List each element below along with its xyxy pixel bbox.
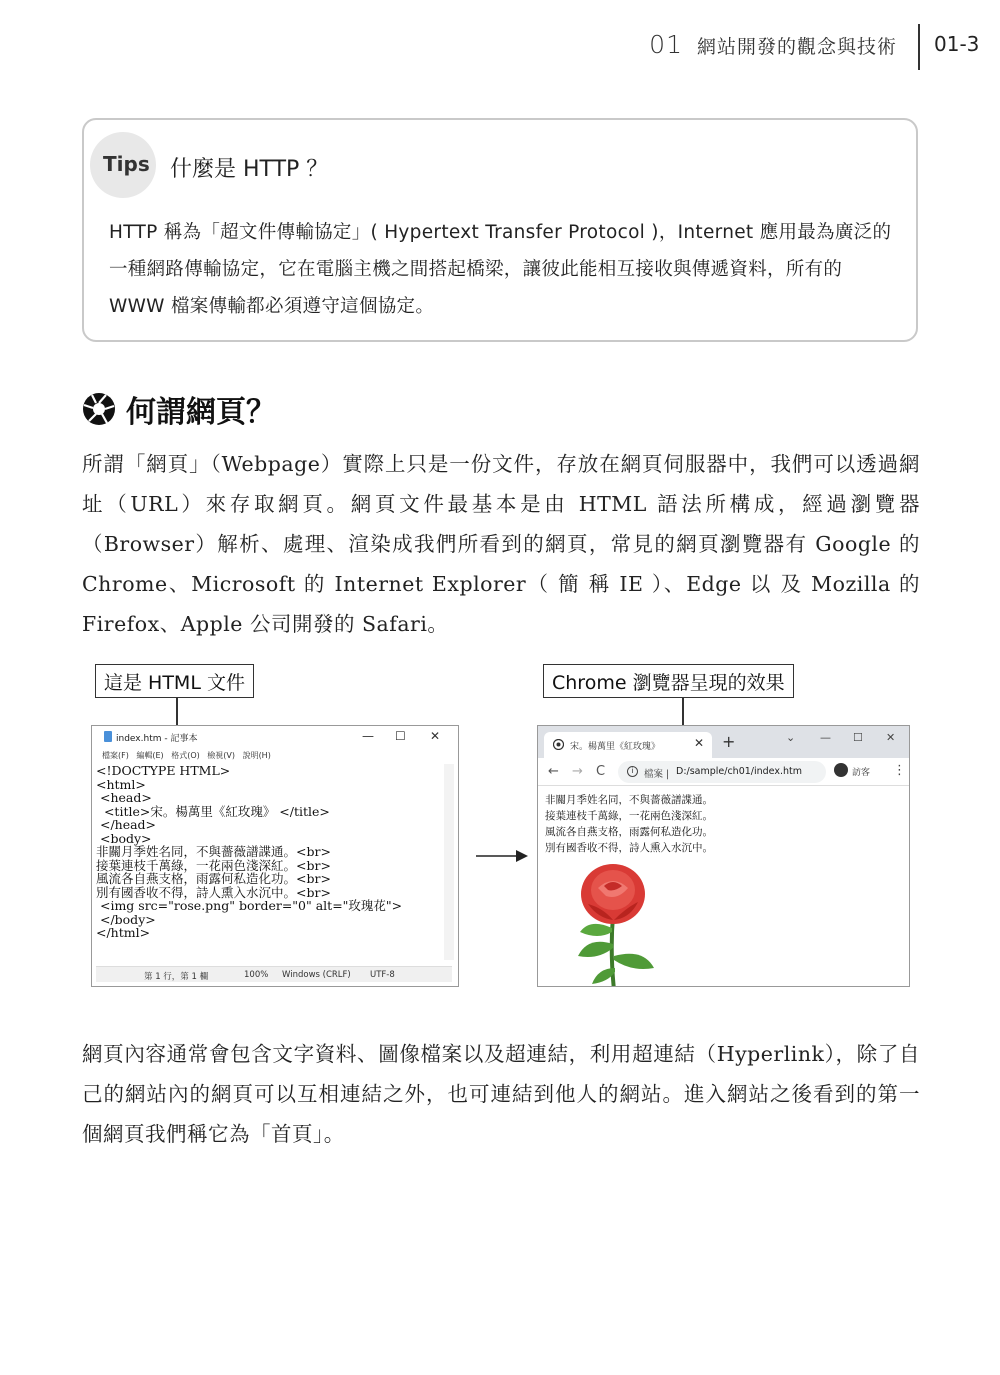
- chrome-tabbar: [538, 726, 909, 758]
- status-line-ending: Windows (CRLF): [282, 970, 351, 980]
- close-button[interactable]: ✕: [430, 729, 441, 743]
- notepad-code[interactable]: <!DOCTYPE HTML> <html> <head> <title>宋。楊萬里《紅玫瑰》 </title> </head> <body> 非關月季姓名同，不與薔薇譜諜通。<br> 接葉連枝千萬綠，一花兩色淺深紅。<br> 風流各自燕支格，雨露何私造化功。<br> 別有國香收不得，詩人熏入水沉中。<br> <img src="rose.png" border="0" alt="玫瑰花"> </body> </html>: [96, 763, 403, 940]
- notepad-titlebar: [92, 726, 458, 748]
- page-content-text: 非關月季姓名同，不與薔薇譜諜通。 接葉連枝千萬綠，一花兩色淺深紅。 風流各自燕支格，雨露何私造化功。 別有國香收不得，詩人熏入水沉中。: [545, 794, 713, 854]
- chapter-number: 01: [649, 30, 683, 59]
- minimize-button[interactable]: —: [820, 731, 831, 744]
- header-divider: [918, 24, 920, 70]
- tab-search-icon[interactable]: ⌄: [786, 731, 796, 744]
- notepad-menubar[interactable]: 檔案(F) 編輯(E) 格式(O) 檢視(V) 說明(H): [102, 751, 271, 760]
- status-zoom: 100%: [244, 970, 269, 980]
- running-header: [0, 24, 1000, 68]
- rose-image: [558, 856, 668, 987]
- notepad-icon: [104, 731, 112, 742]
- arrow-right-icon: [476, 848, 528, 864]
- chrome-toolbar: [538, 758, 909, 786]
- forward-button[interactable]: →: [572, 764, 583, 779]
- info-icon[interactable]: i: [627, 766, 638, 777]
- back-button[interactable]: ←: [548, 764, 559, 779]
- body-paragraph-2: 網頁內容通常會包含文字資料、圖像檔案以及超連結，利用超連結（Hyperlink），除了自己的網站內的網頁可以互相連結之外，也可連結到他人的網站。進入網站之後看到的第一個網頁我們稱它為「首頁」。: [82, 1042, 920, 1146]
- security-label: 檔案 |: [644, 769, 670, 780]
- chapter-title: 網站開發的觀念與技術: [696, 36, 897, 58]
- status-encoding: UTF-8: [370, 970, 395, 980]
- maximize-button[interactable]: ☐: [853, 731, 863, 744]
- aperture-icon: [82, 392, 116, 426]
- body-paragraph-1: 所謂「網頁」（Webpage）實際上只是一份文件，存放在網頁伺服器中，我們可以透過網址（URL）來存取網頁。網頁文件最基本是由 HTML 語法所構成，經過瀏覽器（Browser）解析、處理、渲染成我們所看到的網頁，常見的網頁瀏覽器有 Google 的 Chrome、Microsoft 的 Internet Explorer（ 簡 稱 IE ）、Edge 以 及 Mozilla 的 Firefox、Apple 公司開發的 Safari。: [82, 452, 920, 636]
- minimize-button[interactable]: —: [362, 729, 374, 743]
- tips-box: [82, 118, 918, 342]
- status-position: 第 1 行，第 1 欄: [144, 972, 209, 982]
- chrome-window: [537, 725, 910, 987]
- chapter-heading: [649, 30, 897, 59]
- address-bar[interactable]: [618, 761, 826, 783]
- globe-icon: [553, 739, 564, 750]
- tips-title: 什麼是 HTTP ？: [170, 157, 329, 182]
- notepad-title: index.htm - 記事本: [116, 734, 198, 744]
- close-button[interactable]: ✕: [886, 731, 896, 744]
- tab-close-icon[interactable]: ✕: [694, 736, 705, 750]
- maximize-button[interactable]: ☐: [395, 729, 406, 743]
- tips-body: HTTP 稱為「超文件傳輸協定」( Hypertext Transfer Protocol )，Internet 應用最為廣泛的一種網路傳輸協定，它在電腦主機之間搭起橋梁，讓彼此能相互接收與傳遞資料，所有的 WWW 檔案傳輸都必須遵守這個協定。: [109, 222, 892, 317]
- notepad-scrollbar[interactable]: [444, 764, 454, 960]
- notepad-window: [91, 725, 459, 987]
- page-number: 01-3: [934, 32, 980, 56]
- tips-badge-label: Tips: [103, 152, 150, 176]
- tips-badge: [90, 132, 156, 198]
- callout-html-document: 這是 HTML 文件: [95, 664, 254, 698]
- url-text[interactable]: D:/sample/ch01/index.htm: [676, 766, 803, 777]
- callout-chrome-render: Chrome 瀏覽器呈現的效果: [543, 664, 794, 698]
- chrome-tab[interactable]: [544, 732, 712, 758]
- profile-label: 訪客: [852, 768, 871, 778]
- reload-button[interactable]: C: [596, 764, 606, 779]
- avatar-icon: [834, 763, 848, 777]
- menu-icon[interactable]: ⋮: [893, 763, 906, 778]
- new-tab-button[interactable]: +: [722, 732, 736, 751]
- section-title: 何謂網頁？: [126, 395, 276, 430]
- notepad-statusbar: [96, 966, 452, 982]
- chrome-tab-title: 宋。楊萬里《紅玫瑰》: [570, 742, 661, 752]
